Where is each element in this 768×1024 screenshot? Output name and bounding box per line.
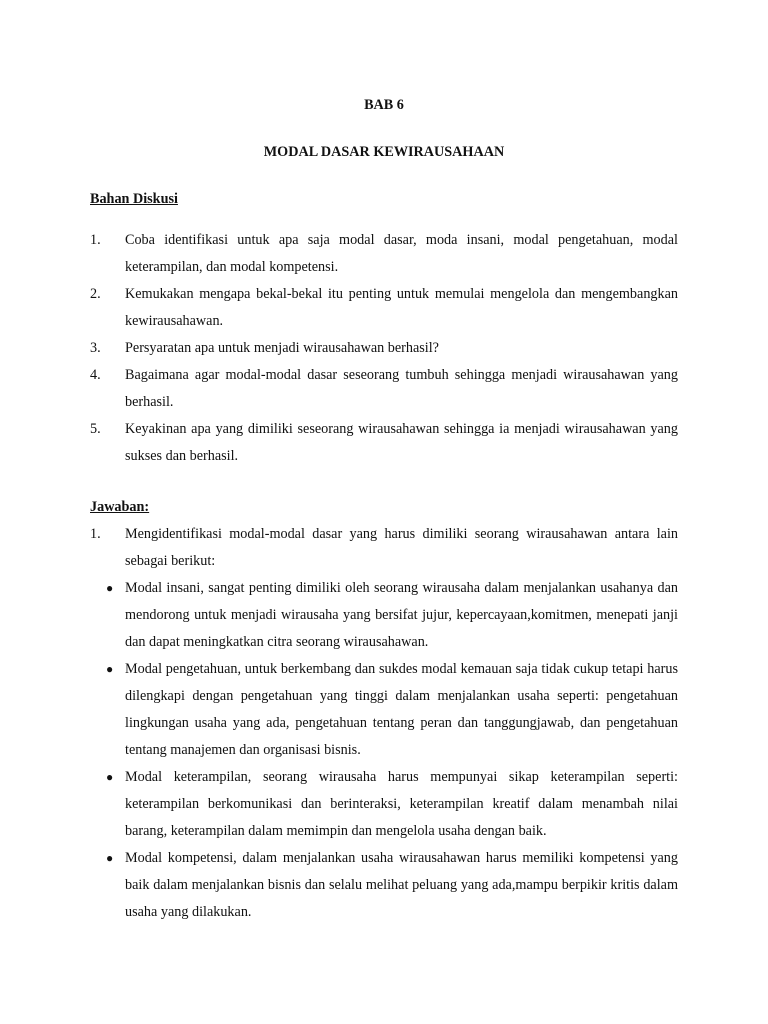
discussion-title: Bahan Diskusi [90, 191, 178, 207]
bullet-item-3 [106, 764, 678, 845]
answer-item-1 [90, 521, 678, 575]
question-item-5 [90, 416, 678, 470]
answer-list [90, 521, 678, 575]
question-list [90, 227, 678, 470]
bullet-icon: ● [106, 662, 114, 676]
bullet-icon: ● [106, 851, 114, 865]
question-item-3 [90, 335, 678, 362]
answers-title: Jawaban: [90, 499, 150, 515]
question-text: Keyakinan apa yang dimiliki seseorang wirausahawan sehingga ia menjadi wirausahawan yang sukses dan berhasil. [125, 421, 678, 464]
answer-text: Mengidentifikasi modal-modal dasar yang harus dimiliki seorang wirausahawan antara lain sebagai berikut: [125, 526, 678, 569]
question-item-1 [90, 227, 678, 281]
bullet-icon: ● [106, 581, 114, 595]
bullet-text: Modal kompetensi, dalam menjalankan usaha wirausahawan harus memiliki kompetensi yang baik dalam menjalankan bisnis dan selalu melihat peluang yang ada,mampu berpikir kritis dalam usaha yang dilakukan. [125, 850, 678, 920]
question-number: 2. [90, 286, 101, 302]
bullet-item-4 [106, 845, 678, 926]
question-number: 3. [90, 340, 101, 356]
question-number: 4. [90, 367, 101, 383]
question-text: Persyaratan apa untuk menjadi wirausahawan berhasil? [125, 340, 439, 356]
bullet-item-2 [106, 656, 678, 764]
question-text: Bagaimana agar modal-modal dasar seseorang tumbuh sehingga menjadi wirausahawan yang berhasil. [125, 367, 678, 410]
question-number: 5. [90, 421, 101, 437]
question-text: Kemukakan mengapa bekal-bekal itu penting untuk memulai mengelola dan mengembangkan kewirausahawan. [125, 286, 678, 329]
bullet-text: Modal pengetahuan, untuk berkembang dan sukdes modal kemauan saja tidak cukup tetapi harus dilengkapi dengan pengetahuan yang tinggi dalam menjalankan usaha seperti: pengetahuan lingkungan usaha yang ada, pengetahuan tentang peran dan tanggungjawab, dan pengetahuan tentang manajemen dan organisasi bisnis. [125, 661, 678, 758]
answer-number: 1. [90, 526, 101, 542]
question-text: Coba identifikasi untuk apa saja modal dasar, moda insani, modal pengetahuan, modal keterampilan, dan modal kompetensi. [125, 232, 678, 275]
bullet-icon: ● [106, 770, 114, 784]
question-item-4 [90, 362, 678, 416]
bullet-item-1 [106, 575, 678, 656]
bullet-text: Modal keterampilan, seorang wirausaha harus mempunyai sikap keterampilan seperti: keterampilan berkomunikasi dan berinteraksi, keterampilan kreatif dalam menambah nilai barang, keterampilan dalam memimpin dan mengelola usaha dengan baik. [125, 769, 678, 839]
chapter-heading: BAB 6 [364, 97, 404, 113]
chapter-title: MODAL DASAR KEWIRAUSAHAAN [263, 144, 505, 160]
bullet-text: Modal insani, sangat penting dimiliki oleh seorang wirausaha dalam menjalankan usahanya dan mendorong untuk menjadi wirausaha yang bersifat jujur, kepercayaan,komitmen, menepati janji dan dapat meningkatkan citra seorang wirausahawan. [125, 580, 678, 650]
question-number: 1. [90, 232, 101, 248]
question-item-2 [90, 281, 678, 335]
answer-bullet-list [90, 575, 678, 926]
